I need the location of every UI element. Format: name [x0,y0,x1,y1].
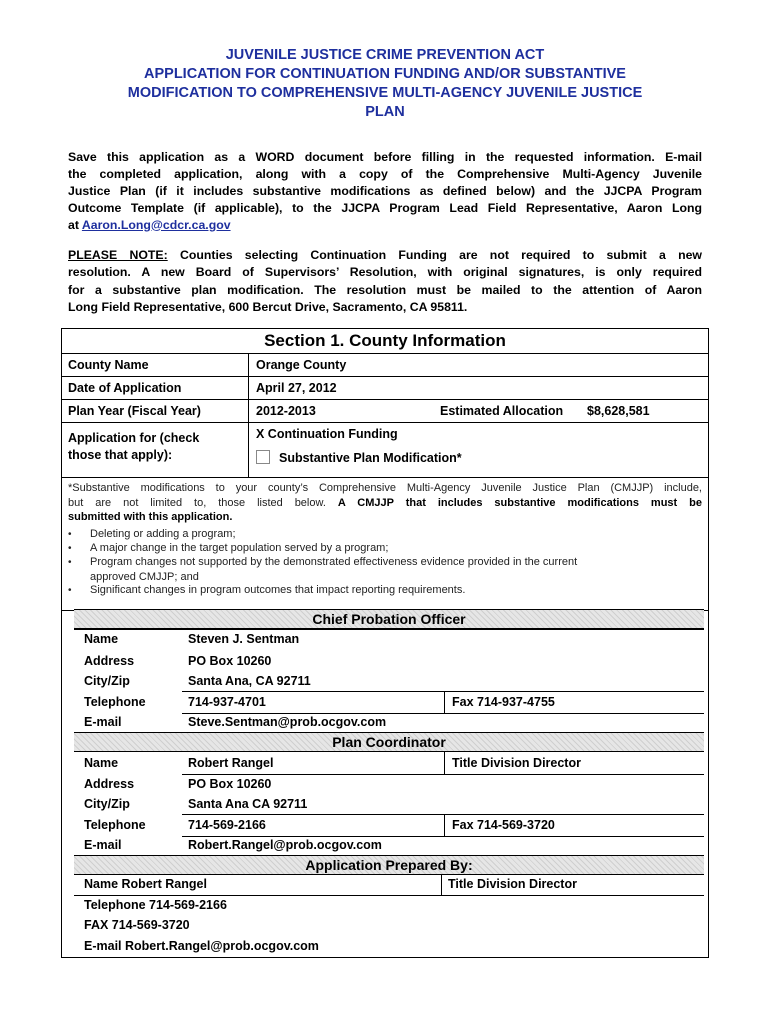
divider [182,713,704,714]
cpo-fax[interactable]: Fax 714-937-4755 [452,695,555,709]
coordinator-email-label: E-mail [84,838,122,852]
coordinator-telephone-value[interactable]: 714-569-2166 [188,818,266,832]
divider [444,814,445,836]
preparer-title[interactable]: Title Division Director [448,877,577,891]
intro-at: at [68,217,82,232]
cpo-name-value[interactable]: Steven J. Sentman [188,632,300,646]
bullet-item: • Program changes not supported by the demonstrated effectiveness evidence provided in the current [68,556,578,568]
coordinator-email-value[interactable]: Robert.Rangel@prob.ocgov.com [188,838,382,852]
title-line-1: JUVENILE JUSTICE CRIME PREVENTION ACT [225,47,545,63]
preparer-name[interactable]: Name Robert Rangel [84,877,207,891]
title-line-4: PLAN [365,104,405,120]
footnote-line [68,510,702,525]
note-line: Long Field Representative, 600 Bercut Drive, Sacramento, CA 95811. [68,300,468,315]
divider [61,399,709,400]
coordinator-title[interactable]: Title Division Director [452,756,581,770]
coordinator-fax[interactable]: Fax 714-569-3720 [452,818,555,832]
divider [182,774,704,775]
intro-paragraph [68,149,702,234]
plan-coordinator-heading: Plan Coordinator [74,732,704,752]
divider [74,629,704,630]
cpo-address-value[interactable]: PO Box 10260 [188,654,272,668]
date-label: Date of Application [68,381,182,395]
plan-year-label: Plan Year (Fiscal Year) [68,404,201,418]
intro-line-email [68,217,702,234]
bullet-icon: • [68,585,72,596]
divider [61,376,709,377]
prepared-by-heading: Application Prepared By: [74,855,704,875]
cpo-email-value[interactable]: Steve.Sentman@prob.ocgov.com [188,715,387,729]
divider [182,836,704,837]
document-title [60,46,710,122]
intro-line: Justice Plan (if it includes substantive modifications as defined below) and the JJCPA Program [68,183,702,198]
bullet-item: • A major change in the target population served by a program; [68,542,389,554]
divider [444,752,445,774]
divider [248,353,249,477]
intro-line: Outcome Template (if applicable), to the JJCPA Program Lead Field Representative, Aaron Long [68,200,702,215]
bullet-item: • Significant changes in program outcomes that impact reporting requirements. [68,584,466,596]
please-note-paragraph [68,247,702,317]
footnote-line-2-plain: but are not limited to, those listed below. [68,496,338,509]
footnote-line: *Substantive modifications to your county’s Comprehensive Multi-Agency Juvenile Justice Plan (CMJJP) include, [68,482,702,494]
divider [444,691,445,713]
divider [61,477,709,478]
bullet-icon: • [68,557,72,568]
section-1-title: Section 1. County Information [264,331,506,350]
email-link[interactable]: Aaron.Long@cdcr.ca.gov [81,217,231,232]
footnote-text [68,481,702,525]
note-line [68,247,702,264]
divider [61,353,709,354]
cpo-telephone-value[interactable]: 714-937-4701 [188,695,266,709]
divider [74,895,704,896]
intro-line: the completed application, along with a copy of the Comprehensive Multi-Agency Juvenile [68,166,702,181]
application-for-label-2: those that apply): [68,448,173,462]
bullet-item-continued: approved CMJJP; and [90,571,199,583]
cpo-address-label: Address [84,654,135,668]
divider [61,422,709,423]
plan-year-value[interactable]: 2012-2013 [256,404,316,418]
county-name-label: County Name [68,358,149,372]
cpo-cityzip-label: City/Zip [84,674,130,688]
continuation-funding-option[interactable]: X Continuation Funding [256,427,398,441]
coordinator-address-value[interactable]: PO Box 10260 [188,777,272,791]
bullet-icon: • [68,543,72,554]
cpo-email-label: E-mail [84,715,122,729]
cpo-name-label: Name [84,632,119,646]
preparer-email[interactable]: E-mail Robert.Rangel@prob.ocgov.com [84,939,319,953]
footnote-line [68,496,702,511]
please-note-label: PLEASE NOTE: [68,248,168,262]
bullet-item: • Deleting or adding a program; [68,528,236,540]
footnote-line-2-bold: A CMJJP that includes substantive modifications must be [337,496,702,509]
cpo-telephone-label: Telephone [84,695,146,709]
divider [441,875,442,895]
title-line-2: APPLICATION FOR CONTINUATION FUNDING AND/OR SUBSTANTIVE [144,66,626,82]
note-line-1-rest: Counties selecting Continuation Funding are not required to submit a new [167,248,702,262]
coordinator-cityzip-value[interactable]: Santa Ana CA 92711 [188,797,308,811]
preparer-fax[interactable]: FAX 714-569-3720 [84,918,190,932]
divider [182,814,704,815]
cpo-cityzip-value[interactable]: Santa Ana, CA 92711 [188,674,311,688]
coordinator-name-value[interactable]: Robert Rangel [188,756,274,770]
application-for-label-1: Application for (check [68,431,200,445]
substantive-modification-label: Substantive Plan Modification* [279,451,462,465]
note-line: for a substantive plan modification. The resolution must be mailed to the attention of Aaron [68,282,702,297]
county-name-value[interactable]: Orange County [256,358,347,372]
note-line: resolution. A new Board of Supervisors’ Resolution, with original signatures, is only required [68,265,702,280]
preparer-telephone[interactable]: Telephone 714-569-2166 [84,898,227,912]
coordinator-address-label: Address [84,777,135,791]
coordinator-name-label: Name [84,756,119,770]
title-line-3: MODIFICATION TO COMPREHENSIVE MULTI-AGENCY JUVENILE JUSTICE [127,85,643,101]
date-value[interactable]: April 27, 2012 [256,381,337,395]
estimated-allocation-label: Estimated Allocation [440,404,564,418]
coordinator-cityzip-label: City/Zip [84,797,130,811]
intro-line: Save this application as a WORD document before filling in the requested information. E-mail [68,150,702,164]
footnote-line-3-bold: submitted with this application. [68,511,233,523]
coordinator-telephone-label: Telephone [84,818,146,832]
estimated-allocation-value[interactable]: $8,628,581 [587,404,650,418]
chief-probation-officer-heading: Chief Probation Officer [74,609,704,629]
bullet-icon: • [68,529,72,540]
substantive-modification-checkbox[interactable] [256,450,270,464]
divider [182,691,704,692]
